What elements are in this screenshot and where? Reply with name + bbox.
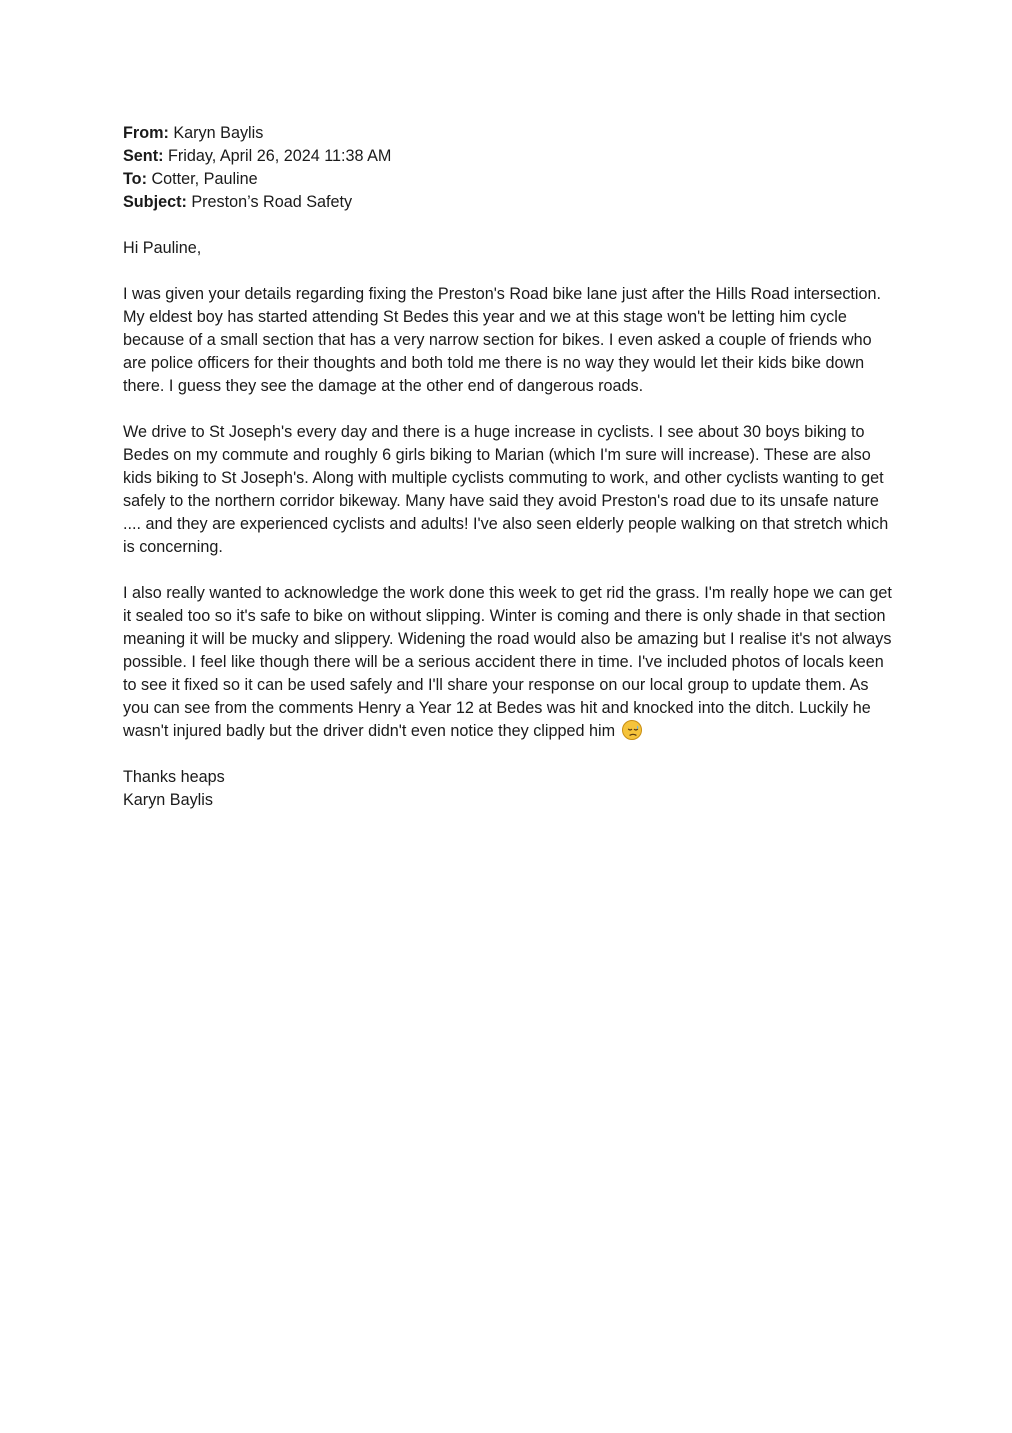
sent-label: Sent: bbox=[123, 147, 164, 165]
sent-line bbox=[123, 145, 898, 168]
subject-line bbox=[123, 191, 898, 214]
greeting: Hi Pauline, bbox=[123, 239, 202, 257]
sad-face-icon bbox=[622, 720, 642, 740]
sent-value: Friday, April 26, 2024 11:38 AM bbox=[167, 147, 392, 165]
subject-value: Preston’s Road Safety bbox=[191, 193, 353, 211]
to-label: To: bbox=[123, 170, 147, 188]
to-value: Cotter, Pauline bbox=[151, 170, 258, 188]
body-paragraph-1: I was given your details regarding fixing the Preston's Road bike lane just after the Hills Road intersection. My eldest boy has started attending St Bedes this year and we at this stage won't be letting him cycle because of a small section that has a very narrow section for bikes. I even asked a couple of friends who are police officers for their thoughts and both told me there is no way they would let their kids bike down there. I guess they see the damage at the other end of dangerous roads. bbox=[123, 285, 882, 395]
signoff: Thanks heaps bbox=[123, 768, 225, 786]
from-value: Karyn Baylis bbox=[173, 124, 264, 142]
signature: Karyn Baylis bbox=[123, 791, 213, 809]
from-line bbox=[123, 122, 898, 145]
email-document bbox=[123, 122, 898, 812]
body-paragraph-3-text: I also really wanted to acknowledge the work done this week to get rid the grass. I'm really hope we can get it sealed too so it's safe to bike on without slipping. Winter is coming and there is only shade in that section meaning it will be mucky and slippery. Widening the road would also be amazing but I realise it's not always possible. I feel like though there will be a serious accident there in time. I've included photos of locals keen to see it fixed so it can be used safely and I'll share your response on our local group to update them. As you can see from the comments Henry a Year 12 at Bedes was hit and knocked into the ditch. Luckily he wasn't injured badly but the driver didn't even notice they clipped him bbox=[123, 584, 892, 740]
to-line bbox=[123, 168, 898, 191]
email-header bbox=[123, 122, 898, 214]
body-paragraph-3 bbox=[123, 582, 898, 743]
subject-label: Subject: bbox=[123, 193, 187, 211]
body-paragraph-2: We drive to St Joseph's every day and there is a huge increase in cyclists. I see about 30 boys biking to Bedes on my commute and roughly 6 girls biking to Marian (which I'm sure will increase). These are also kids biking to St Joseph's. Along with multiple cyclists commuting to work, and other cyclists wanting to get safely to the northern corridor bikeway. Many have said they avoid Preston's road due to its unsafe nature .... and they are experienced cyclists and adults! I've also seen elderly people walking on that stretch which is concerning. bbox=[123, 423, 889, 556]
from-label: From: bbox=[123, 124, 169, 142]
